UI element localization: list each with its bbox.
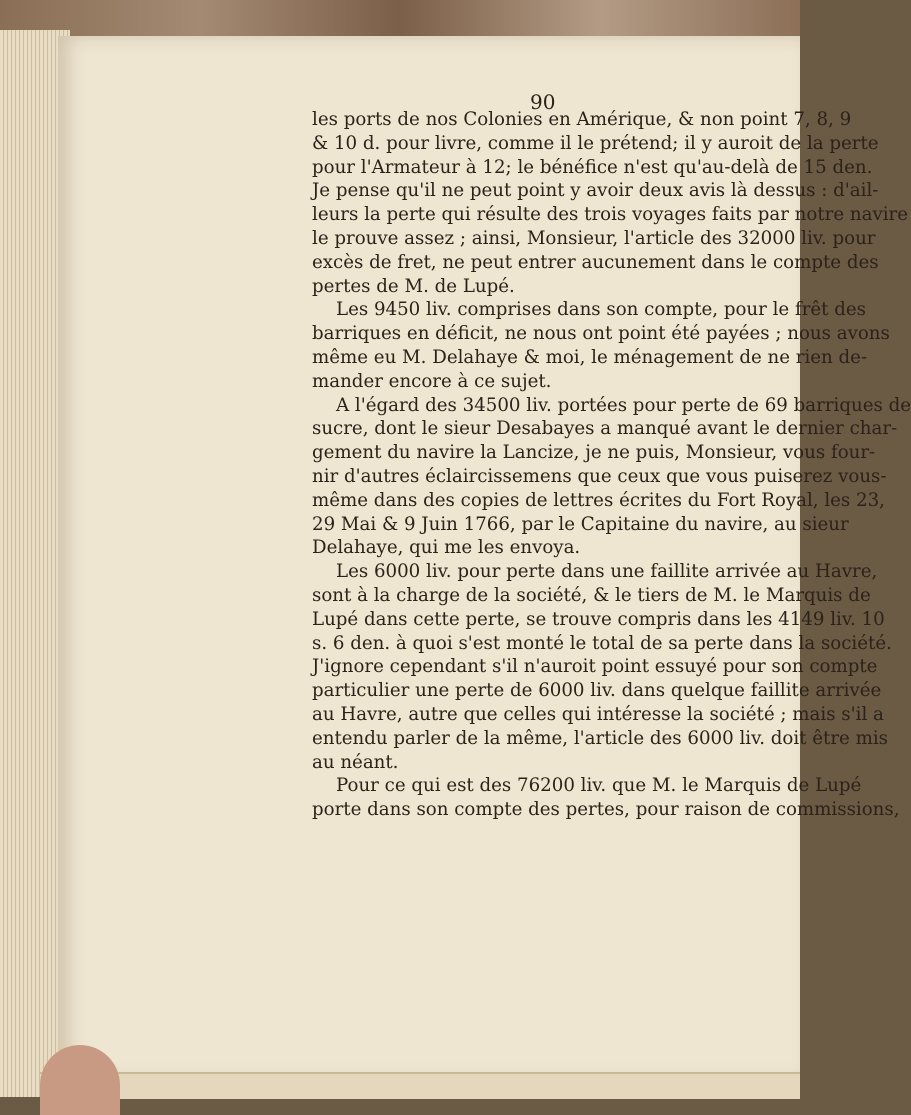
marbled-cover (0, 0, 800, 40)
text-line: barriques en déficit, ne nous ont point été payées ; nous avons (312, 323, 890, 345)
text-line: pertes de M. de Lupé. (312, 275, 515, 297)
bottom-page-edge (40, 1072, 800, 1099)
text-line: mander encore à ce sujet. (312, 370, 552, 392)
text-line: porte dans son compte des pertes, pour raison de commissions, (312, 799, 900, 821)
text-line: sont à la charge de la société, & le tiers de M. le Marquis de (312, 584, 871, 606)
text-line: même dans des copies de lettres écrites du Fort Royal, les 23, (312, 489, 885, 511)
text-line: Lupé dans cette perte, se trouve compris dans les 4149 liv. 10 (312, 608, 885, 630)
text-line: entendu parler de la même, l'article des 6000 liv. doit être mis (312, 727, 888, 749)
text-line: nir d'autres éclaircissemens que ceux que vous puiserez vous- (312, 465, 887, 487)
paragraph-start-line: A l'égard des 34500 liv. portées pour perte de 69 barriques de (336, 394, 911, 416)
text-line: sucre, dont le sieur Desabayes a manqué avant le dernier char- (312, 418, 898, 440)
text-line: au Havre, autre que celles qui intéresse la société ; mais s'il a (312, 703, 884, 725)
text-line: J'ignore cependant s'il n'auroit point essuyé pour son compte (312, 656, 878, 678)
text-line: Je pense qu'il ne peut point y avoir deux avis là dessus : d'ail- (312, 180, 879, 202)
text-line: au néant. (312, 751, 399, 773)
text-line: leurs la perte qui résulte des trois voyages faits par notre navire (312, 204, 908, 226)
text-line: s. 6 den. à quoi s'est monté le total de sa perte dans la société. (312, 632, 892, 654)
text-line: 29 Mai & 9 Juin 1766, par le Capitaine du navire, au sieur (312, 513, 849, 535)
text-line: excès de fret, ne peut entrer aucunement dans le compte des (312, 251, 879, 273)
text-line: particulier une perte de 6000 liv. dans quelque faillite arrivée (312, 680, 882, 702)
paragraph-start-line: Les 9450 liv. comprises dans son compte, pour le frêt des (336, 299, 866, 321)
text-line: les ports de nos Colonies en Amérique, & non point 7, 8, 9 (312, 109, 852, 130)
paragraph-start-line: Les 6000 liv. pour perte dans une faillite arrivée au Havre, (336, 561, 878, 583)
page-text (312, 108, 911, 822)
paragraph-start-line: Pour ce qui est des 76200 liv. que M. le Marquis de Lupé (336, 775, 862, 797)
text-line: & 10 d. pour livre, comme il le prétend; il y auroit de la perte (312, 132, 879, 154)
text-line: même eu M. Delahaye & moi, le ménagement de ne rien de- (312, 346, 868, 368)
page-number: 90 (530, 90, 556, 114)
thumb (40, 1045, 120, 1115)
text-line: Delahaye, qui me les envoya. (312, 537, 581, 559)
text-line: gement du navire la Lancize, je ne puis, Monsieur, vous four- (312, 442, 876, 464)
text-line: pour l'Armateur à 12; le bénéfice n'est qu'au-delà de 15 den. (312, 156, 873, 178)
text-line: le prouve assez ; ainsi, Monsieur, l'article des 32000 liv. pour (312, 227, 876, 249)
